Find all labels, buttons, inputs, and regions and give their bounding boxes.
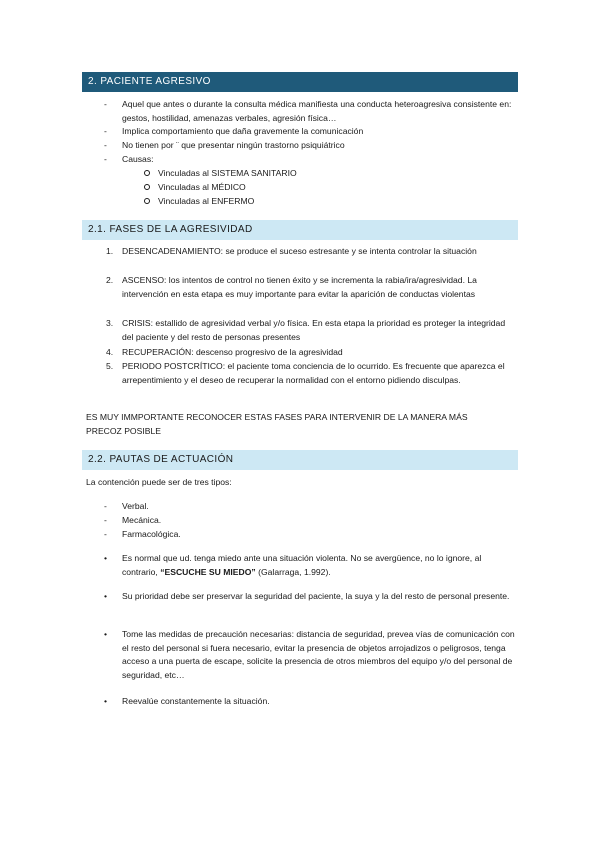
- circle-bullet-icon: [144, 181, 150, 195]
- cause-item: Vinculadas al SISTEMA SANITARIO: [158, 168, 297, 178]
- phase-item: CRISIS: estallido de agresividad verbal y/o física. En esta etapa la prioridad es proteger la integridad del paciente y del resto de personas presentes: [122, 318, 506, 342]
- dash-marker: -: [104, 501, 107, 511]
- phase-number: 4.: [106, 347, 114, 357]
- bullet-marker: •: [104, 553, 108, 563]
- containment-type: Mecánica.: [122, 515, 162, 525]
- dash-marker: -: [104, 126, 107, 136]
- phase-item: PERIODO POSTCRÍTICO: el paciente toma conciencia de lo ocurrido. Es frecuente que aparezca el arrepentimiento y el deseo de recuperar la normalidad con el entorno pidiendo disculpas.: [122, 361, 505, 385]
- cause-item: Vinculadas al ENFERMO: [158, 196, 255, 206]
- guideline-item: Su prioridad debe ser preservar la seguridad del paciente, la suya y la del resto de personal presente.: [122, 591, 510, 601]
- dash-marker: -: [104, 154, 107, 164]
- dash-marker: -: [104, 99, 107, 109]
- phase-number: 3.: [106, 318, 114, 328]
- bullet-marker: •: [104, 696, 108, 706]
- phases-note: ES MUY IMMPORTANTE RECONOCER ESTAS FASES PARA INTERVENIR DE LA MANERA MÁS PRECOZ POSIBLE: [86, 412, 468, 436]
- bullet-marker: •: [104, 629, 108, 639]
- phase-number: 2.: [106, 275, 114, 285]
- phase-item: ASCENSO: los intentos de control no tienen éxito y se incrementa la rabia/ira/agresividad. La intervención en esta etapa es muy importante para evitar la aparición de conductas violentas: [122, 275, 477, 299]
- guideline-text: Es normal que ud. tenga miedo ante una situación violenta. No se avergüence, no lo ignore, al contrario,: [122, 553, 482, 577]
- cause-item: Vinculadas al MÉDICO: [158, 182, 246, 192]
- guideline-item: [122, 552, 518, 579]
- circle-bullet-icon: [144, 195, 150, 209]
- guideline-citation: (Galarraga, 1.992).: [258, 566, 331, 577]
- dash-marker: -: [104, 515, 107, 525]
- containment-type: Verbal.: [122, 501, 149, 511]
- bullet-marker: •: [104, 591, 108, 601]
- section-heading-pautas: 2.2. PAUTAS DE ACTUACIÓN: [82, 450, 518, 470]
- circle-bullet-icon: [144, 167, 150, 181]
- dash-marker: -: [104, 529, 107, 539]
- phase-number: 1.: [106, 246, 114, 256]
- list-item: Implica comportamiento que daña gravemente la comunicación: [122, 126, 364, 136]
- phase-item: RECUPERACIÓN: descenso progresivo de la agresividad: [122, 347, 343, 357]
- dash-marker: -: [104, 140, 107, 150]
- section-heading-paciente-agresivo: 2. PACIENTE AGRESIVO: [82, 72, 518, 92]
- phase-item: DESENCADENAMIENTO: se produce el suceso estresante y se intenta controlar la situación: [122, 246, 477, 256]
- guideline-emphasis: “ESCUCHE SU MIEDO”: [160, 566, 256, 577]
- list-item: No tienen por ¨ que presentar ningún trastorno psiquiátrico: [122, 140, 345, 150]
- intro-text: La contención puede ser de tres tipos:: [86, 477, 232, 487]
- list-item: Aquel que antes o durante la consulta médica manifiesta una conducta heteroagresiva consistente en: gestos, hostilidad, amenazas verbales, agresión física…: [122, 99, 512, 123]
- list-item: Causas:: [122, 154, 154, 164]
- section-heading-fases: 2.1. FASES DE LA AGRESIVIDAD: [82, 220, 518, 240]
- phase-number: 5.: [106, 361, 114, 371]
- guideline-item: Reevalúe constantemente la situación.: [122, 696, 270, 706]
- containment-type: Farmacológica.: [122, 529, 181, 539]
- guideline-item: Tome las medidas de precaución necesarias: distancia de seguridad, prevea vías de comunicación con el resto del personal si fuera necesario, evitar la presencia de objetos arrojadizos o peligrosos, tenga acceso a una puerta de escape, solicite la presencia de otros miembros del equipo y/o del personal de seguridad, etc…: [122, 629, 515, 680]
